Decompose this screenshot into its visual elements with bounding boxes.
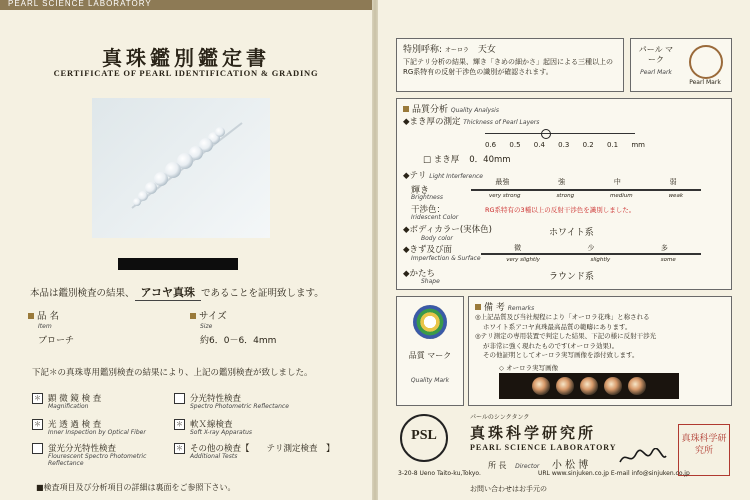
scale-label-en: strong (556, 193, 575, 199)
aurora-pearls-image (499, 373, 679, 399)
pearl-mark-box (630, 38, 732, 92)
teri-label-en: Light Interference (429, 173, 483, 180)
aurora-photo (499, 373, 679, 399)
test-name: 蛍光分光特性検査 (48, 444, 117, 454)
pearl-mark-label: パール マーク (638, 45, 674, 64)
test-name-en: Additional Tests (190, 453, 238, 460)
nacre-value: 0．40mm (469, 155, 511, 165)
director-signature (618, 448, 668, 472)
nacre-marker (541, 129, 551, 139)
certificate-title-en: CERTIFICATE OF PEARL IDENTIFICATION & GRADING (53, 68, 319, 78)
footnote: ■検査項目及び分析項目の詳細は裏面をご参照下さい。 (36, 483, 236, 492)
test-name: 顕 微 鏡 検 査 (48, 394, 102, 404)
test-name-en: Magnification (48, 403, 89, 410)
remarks-label: 備 考 (484, 303, 505, 313)
item-value: ブローチ (38, 336, 75, 346)
special-name-row (403, 42, 496, 55)
interference-label-en: Iridescent Color (411, 214, 459, 221)
pearl-mark-label-en: Pearl Mark (640, 69, 672, 76)
nacre-label: まき厚の測定 (409, 117, 461, 127)
remarks-box (468, 296, 732, 406)
lab-seal-stamp: 真珠科学研究所 (678, 424, 730, 476)
item-label: 品 名 (37, 311, 60, 322)
square-bullet-icon (190, 313, 196, 319)
remarks-line: ホワイト系アコヤ真珠最高品質の範疇にあります。 (483, 322, 632, 331)
aurora-caption: ◇ オーロラ実写画像 (499, 364, 559, 372)
header-band-text: PEARL SCIENCE LABORATORY (8, 0, 152, 8)
remarks-line: その他証明としてオーロラ実写画像を添付致します。 (483, 351, 639, 359)
certificate-right-page (378, 0, 750, 500)
tick-label: 0.3 (558, 141, 570, 149)
remarks-text (475, 313, 725, 361)
test-checkbox: ＊ (34, 420, 41, 428)
size-label: サイズ (199, 311, 227, 322)
scale-label: 少 (587, 244, 595, 252)
shape-value: ラウンド系 (549, 272, 595, 282)
interference-value: RG系特有の3種以上の反射干渉色を識別しました。 (485, 206, 636, 214)
special-name-desc: 下記テリ分析の結果、輝き「きめの細かさ」起因による三種以上のRG系特有の反射干渉色の識別が確認されます。 (403, 58, 613, 76)
tick-label: mm (631, 141, 645, 149)
result-value: アコヤ真珠 (135, 284, 201, 301)
tick-label: 0.6 (485, 141, 497, 149)
size-value: 約6．0－6．4mm (200, 336, 277, 346)
square-bullet-icon (28, 313, 34, 319)
header-band (0, 0, 372, 10)
lab-name-en: PEARL SCIENCE LABORATORY (470, 443, 617, 452)
psl-logo: PSL (400, 414, 448, 462)
shape-label: ◆かたち (403, 269, 436, 279)
contact-line: お問い合わせはお手元の (470, 485, 547, 493)
test-checkbox: ＊ (34, 394, 41, 402)
analysis-title-row (403, 102, 499, 115)
size-label-en: Size (200, 323, 213, 330)
quality-mark-label: 品質 マーク (408, 351, 452, 360)
pearl-mark-caption: Pearl Mark (689, 79, 721, 86)
special-name-value: 天女 (477, 45, 496, 55)
teri-label: テリ (409, 171, 427, 181)
tests-intro: 下記＊の真珠専用鑑別検査の結果により、上記の鑑別検査が致しました。 (32, 368, 313, 378)
remarks-line: ◎上記品質及び当社規程により「オーロラ花珠」と称される (475, 313, 650, 321)
certificate-left-page (0, 0, 372, 500)
director-name: 小 松 博 (551, 460, 589, 471)
quality-analysis-box (396, 98, 732, 290)
scale-label: 多 (660, 244, 668, 252)
brightness-scale (471, 177, 701, 187)
scale-label-en: medium (610, 193, 633, 199)
quality-mark-box (396, 296, 464, 406)
brightness-label: 輝き (411, 186, 430, 196)
remarks-label-en: Remarks (507, 305, 535, 312)
brightness-scale-en (471, 193, 701, 199)
tests-grid (28, 392, 358, 474)
certificate-title: 真珠鑑別鑑定書 (102, 46, 270, 70)
test-name: その他の検査【 テリ測定検査 】 (190, 444, 335, 454)
body-color-label: ◆ボディカラー(実体色) (403, 225, 493, 235)
shape-label-en: Shape (421, 278, 440, 285)
scale-label-en: weak (668, 193, 683, 199)
pearl-brooch-image (92, 98, 270, 238)
body-color-value: ホワイト系 (549, 228, 594, 238)
quality-mark-label-en: Quality Mark (410, 377, 450, 384)
test-name-en: Soft X-ray Apparatus (190, 429, 253, 436)
size-field (190, 304, 276, 346)
square-bullet-icon (403, 106, 409, 112)
tick-label: 0.1 (606, 141, 619, 149)
tick-label: 0.4 (533, 141, 545, 149)
quality-mark-logo-icon (413, 305, 447, 339)
lab-tagline: パールのシンクタンク (470, 414, 530, 421)
special-name-box (396, 38, 624, 92)
analysis-title: 品質分析 (412, 105, 449, 115)
scale-label: 最強 (495, 178, 510, 186)
email-label: E-mail (610, 470, 630, 477)
nacre-label-en: Thickness of Pearl Layers (463, 119, 540, 126)
remarks-line: ◎テリ測定の専用装置で判定した結果、下記の様に反射干渉光 (475, 332, 657, 340)
nacre-label-row: ◆まき厚の測定 Thickness of Pearl Layers (403, 117, 540, 127)
lab-name: 真珠科学研究所 (470, 424, 597, 442)
pearl-brooch-photo (92, 98, 270, 238)
test-name-en: Flourescent Spectro Photometric Reflectance (48, 453, 147, 467)
test-name: 分光特性検査 (190, 394, 242, 404)
scale-label: 弱 (669, 178, 677, 186)
tick-label: 0.2 (582, 141, 594, 149)
aurora-caption-text: オーロラ実写画像 (506, 364, 559, 372)
surface-label: ◆きず及び面 (403, 245, 453, 255)
nacre-value-row: □ まき厚 0．40mm (423, 155, 511, 165)
redacted-serial (118, 258, 238, 270)
special-name-label: 特別呼称: (403, 45, 443, 55)
scale-label-en: very strong (488, 193, 521, 199)
brightness-label-en: Brightness (411, 194, 443, 201)
test-name-en: Spectro Photometric Reflectance (190, 403, 289, 410)
nacre-ticks (485, 141, 645, 149)
director-label: 所 長 (488, 461, 507, 470)
interference-label: 干渉色： (411, 205, 446, 215)
nacre-value-label: まき厚 (433, 155, 460, 165)
director-row (488, 456, 588, 471)
scale-label-en: some (660, 257, 676, 263)
shape-label-text: かたち (409, 269, 436, 279)
test-name: 光 透 過 検 査 (48, 420, 102, 430)
director-en: Director (515, 463, 540, 470)
email-text[interactable]: info@sinjuken.co.jp (631, 470, 690, 477)
tick-label: 0.5 (509, 141, 521, 149)
surface-label-en: Imperfection & Surface (411, 255, 481, 262)
pearl-mark-logo-icon (689, 45, 723, 79)
scale-label-en: very slightly (506, 257, 540, 263)
url-label: URL (538, 470, 550, 477)
scale-label: 中 (613, 178, 621, 186)
test-checkbox: ＊ (176, 444, 183, 452)
surface-scale-en (481, 257, 701, 263)
remarks-title (475, 300, 534, 313)
test-checkbox: ＊ (176, 420, 183, 428)
result-statement (30, 284, 324, 301)
brightness-scale-line (471, 189, 701, 191)
scale-label: 微 (514, 244, 522, 252)
nacre-scale-line (485, 133, 635, 134)
surface-scale-line (481, 253, 701, 255)
special-name-sub: オーロラ (444, 47, 469, 54)
scale-label-en: slightly (590, 257, 611, 263)
test-name: 軟Ｘ線検査 (190, 420, 233, 430)
surface-scale (481, 243, 701, 253)
item-field (28, 304, 74, 346)
signature-image (618, 448, 668, 468)
result-suffix: であることを証明致します。 (200, 288, 324, 299)
body-color-label-en: Body color (421, 235, 453, 242)
test-checkbox (174, 393, 185, 404)
url-text[interactable]: www.sinjuken.co.jp (551, 470, 609, 477)
remarks-line: が非常に強く現れたものです(オーロラ効果)。 (483, 341, 619, 350)
item-label-en: Item (38, 323, 52, 330)
teri-label-row: ◆テリ Light Interference (403, 171, 483, 181)
test-name-en: Inner Inspection by Optical Fiber (48, 429, 146, 436)
square-bullet-icon (475, 304, 481, 310)
url-row (538, 470, 690, 477)
address: 3-20-8 Ueno Taito-ku,Tokyo. (398, 470, 481, 477)
body-color-label-text: ボディカラー(実体色) (409, 225, 493, 235)
analysis-title-en: Quality Analysis (450, 107, 499, 114)
surface-label-text: きず及び面 (409, 245, 453, 255)
test-checkbox (32, 443, 43, 454)
result-prefix: 本品は鑑別検査の結果、 (30, 288, 135, 299)
scale-label: 強 (558, 178, 566, 186)
